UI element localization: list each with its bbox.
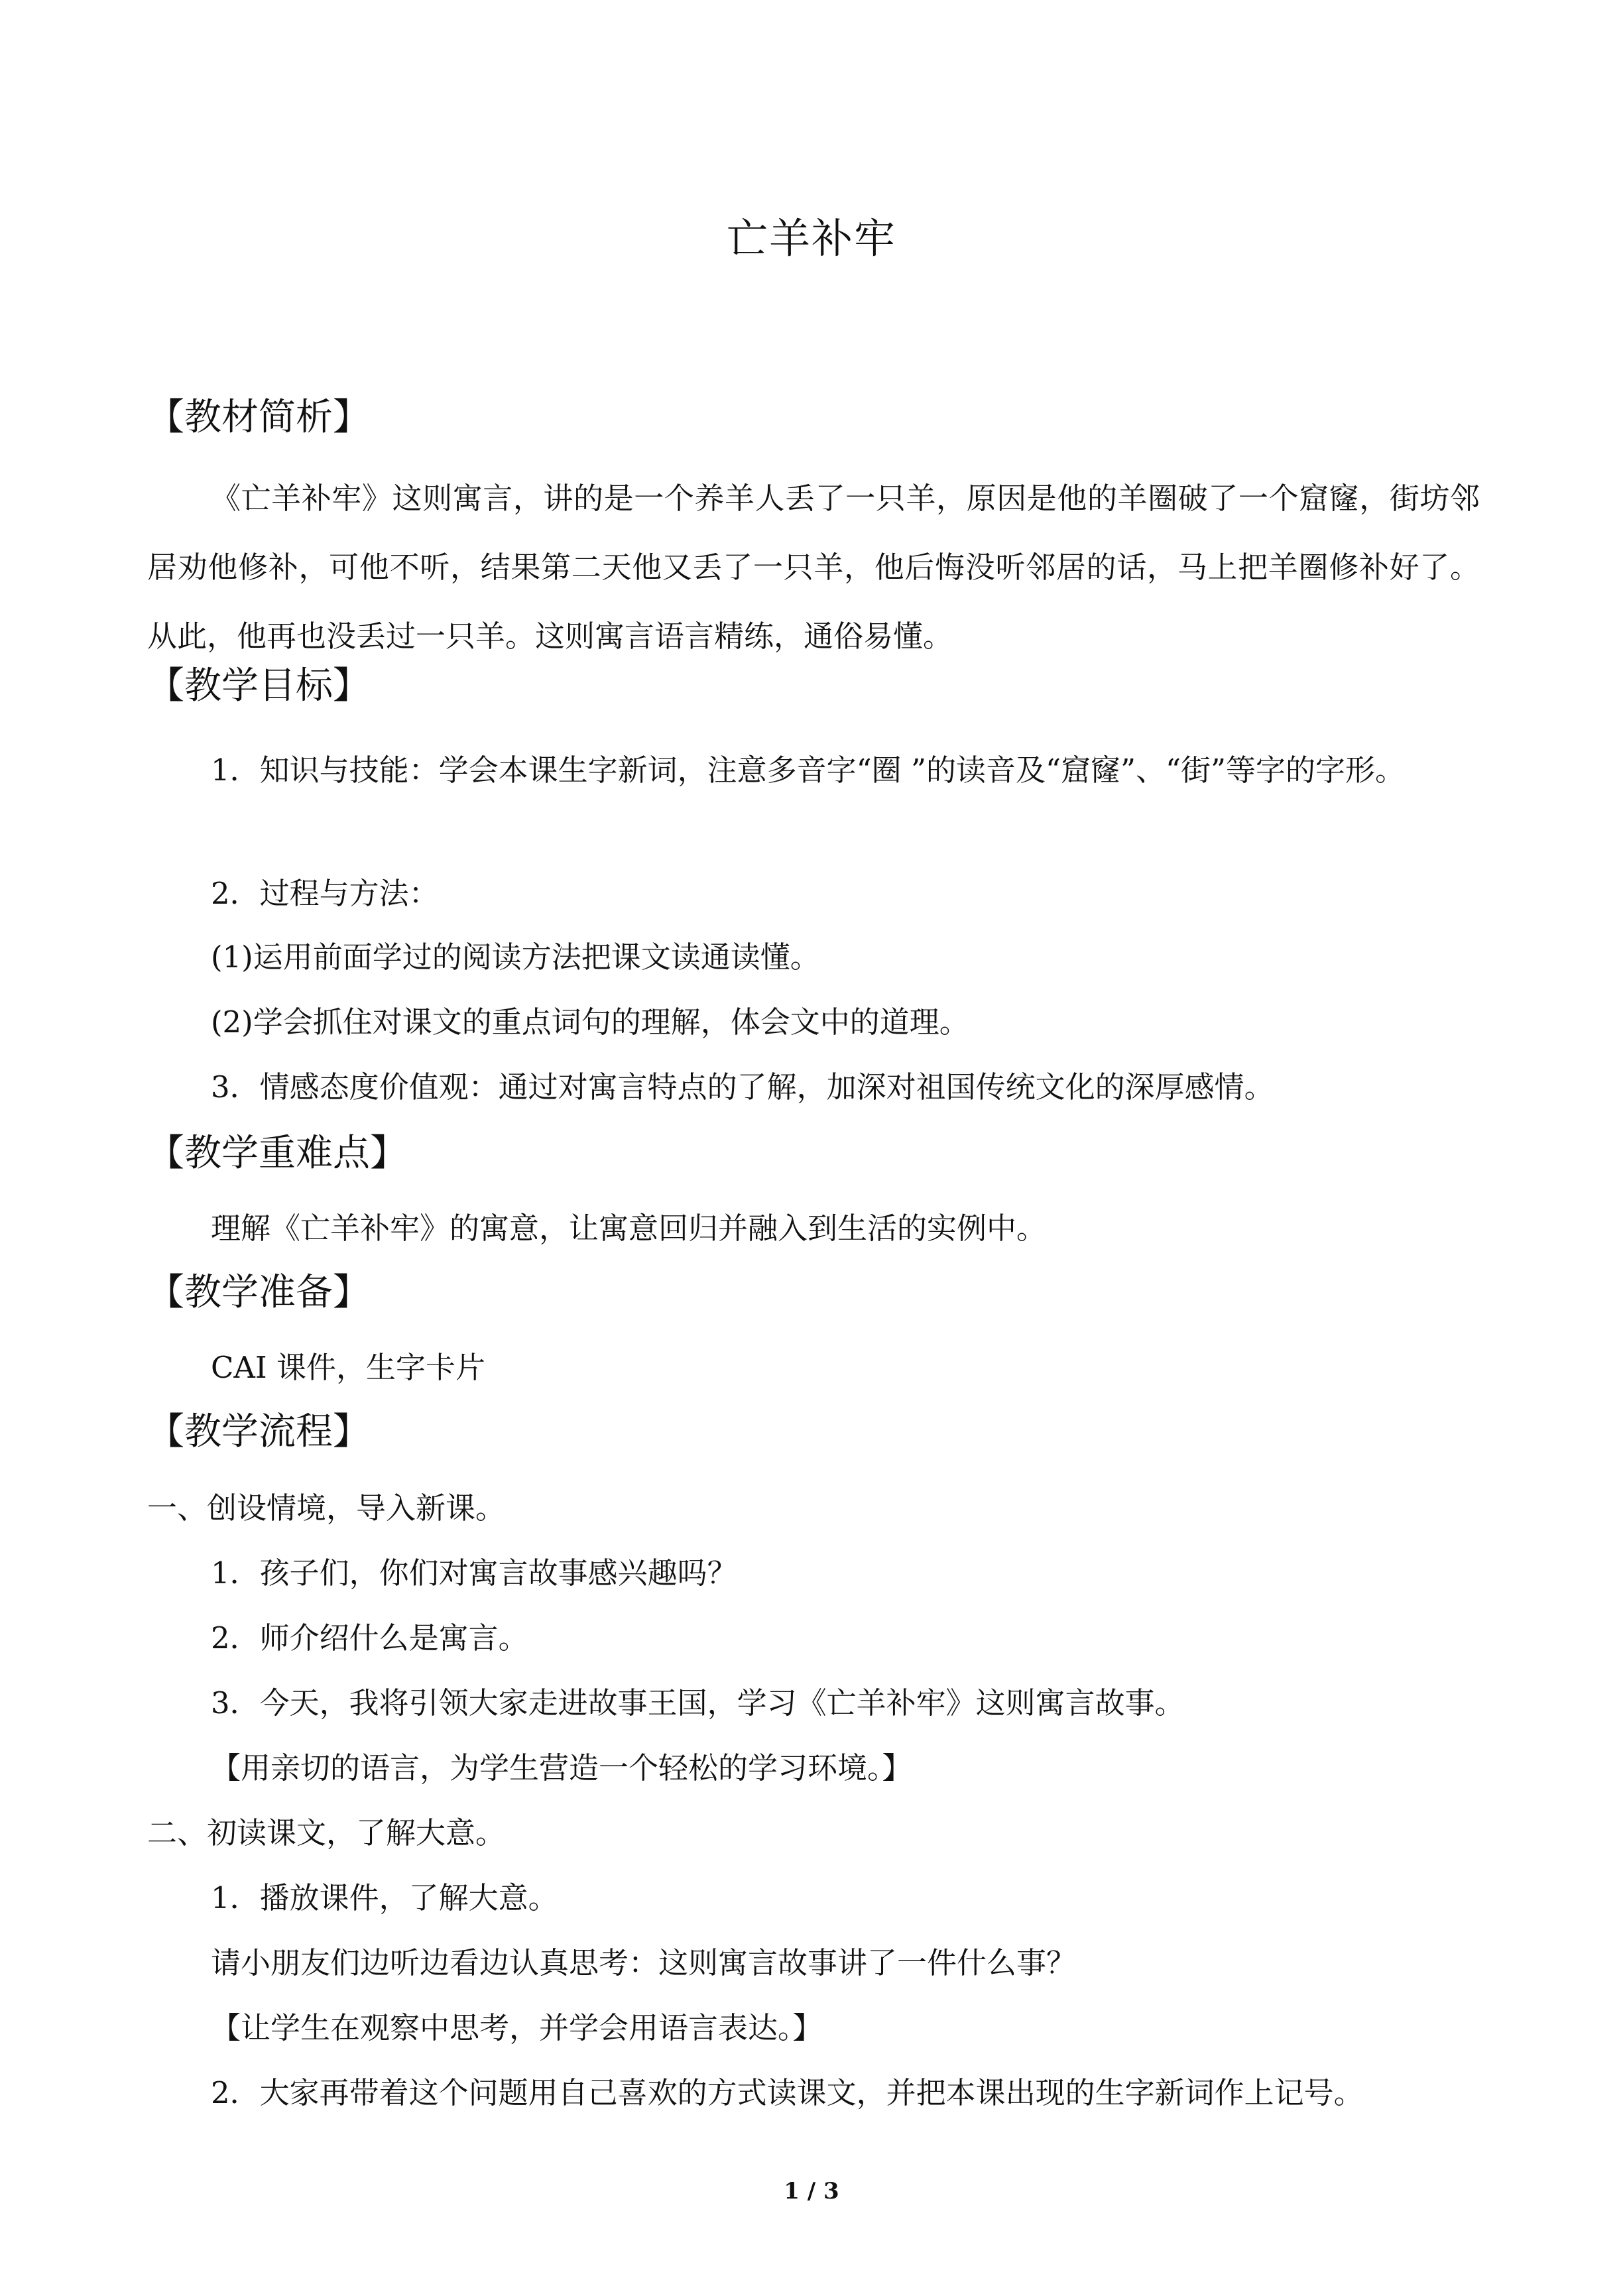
process-part-2-item-2: 2．大家再带着这个问题用自己喜欢的方式读课文，并把本课出现的生字新词作上记号。 [211, 2075, 1364, 2110]
section-heading-process: 【教学流程】 [147, 1410, 370, 1453]
process-part-1-note: 【用亲切的语言，为学生营造一个轻松的学习环境。】 [211, 1750, 912, 1785]
section-heading-preparation: 【教学准备】 [147, 1271, 370, 1314]
analysis-paragraph: 《亡羊补牢》这则寓言，讲的是一个养羊人丢了一只羊，原因是他的羊圈破了一个窟窿，街坊邻居劝他修补，可他不听，结果第二天他又丢了一只羊，他后悔没听邻居的话，马上把羊圈修补好了。从此，他再也没丢过一只羊。这则寓言语言精练，通俗易懂。 [147, 481, 1480, 654]
process-part-1-item-2: 2．师介绍什么是寓言。 [211, 1620, 528, 1656]
page-indicator: 1 / 3 [784, 2178, 839, 2205]
section-heading-analysis: 【教材简析】 [147, 396, 370, 439]
preparation-text: CAI 课件，生字卡片 [211, 1350, 486, 1385]
section-heading-goals: 【教学目标】 [147, 664, 370, 707]
goals-item-3: 3．情感态度价值观：通过对寓言特点的了解，加深对祖国传统文化的深厚感情。 [211, 1069, 1274, 1105]
process-part-1-item-3: 3．今天，我将引领大家走进故事王国，学习《亡羊补牢》这则寓言故事。 [211, 1685, 1185, 1721]
process-part-2-note: 【让学生在观察中思考，并学会用语言表达。】 [211, 2010, 823, 2045]
document-title: 亡羊补牢 [726, 214, 896, 263]
key-points-text: 理解《亡羊补牢》的寓意，让寓意回归并融入到生活的实例中。 [211, 1211, 1047, 1246]
goals-item-2a: (1)运用前面学过的阅读方法把课文读通读懂。 [211, 939, 820, 975]
goals-item-1: 1．知识与技能：学会本课生字新词，注意多音字“圈 ”的读音及“窟窿”、“街”等字的字形。 [211, 753, 1405, 788]
process-part-2-item-1: 1．播放课件，了解大意。 [211, 1880, 558, 1915]
goals-item-2: 2．过程与方法： [211, 876, 439, 911]
goals-item-2b: (2)学会抓住对课文的重点词句的理解，体会文中的道理。 [211, 1004, 969, 1040]
process-part-2-item-1a: 请小朋友们边听边看边认真思考：这则寓言故事讲了一件什么事？ [211, 1945, 1077, 1980]
process-part-1-item-1: 1．孩子们，你们对寓言故事感兴趣吗？ [211, 1555, 737, 1591]
process-part-1: 一、创设情境，导入新课。 [147, 1490, 506, 1526]
section-heading-key-points: 【教学重难点】 [147, 1132, 407, 1175]
process-part-2: 二、初读课文，了解大意。 [147, 1815, 506, 1850]
